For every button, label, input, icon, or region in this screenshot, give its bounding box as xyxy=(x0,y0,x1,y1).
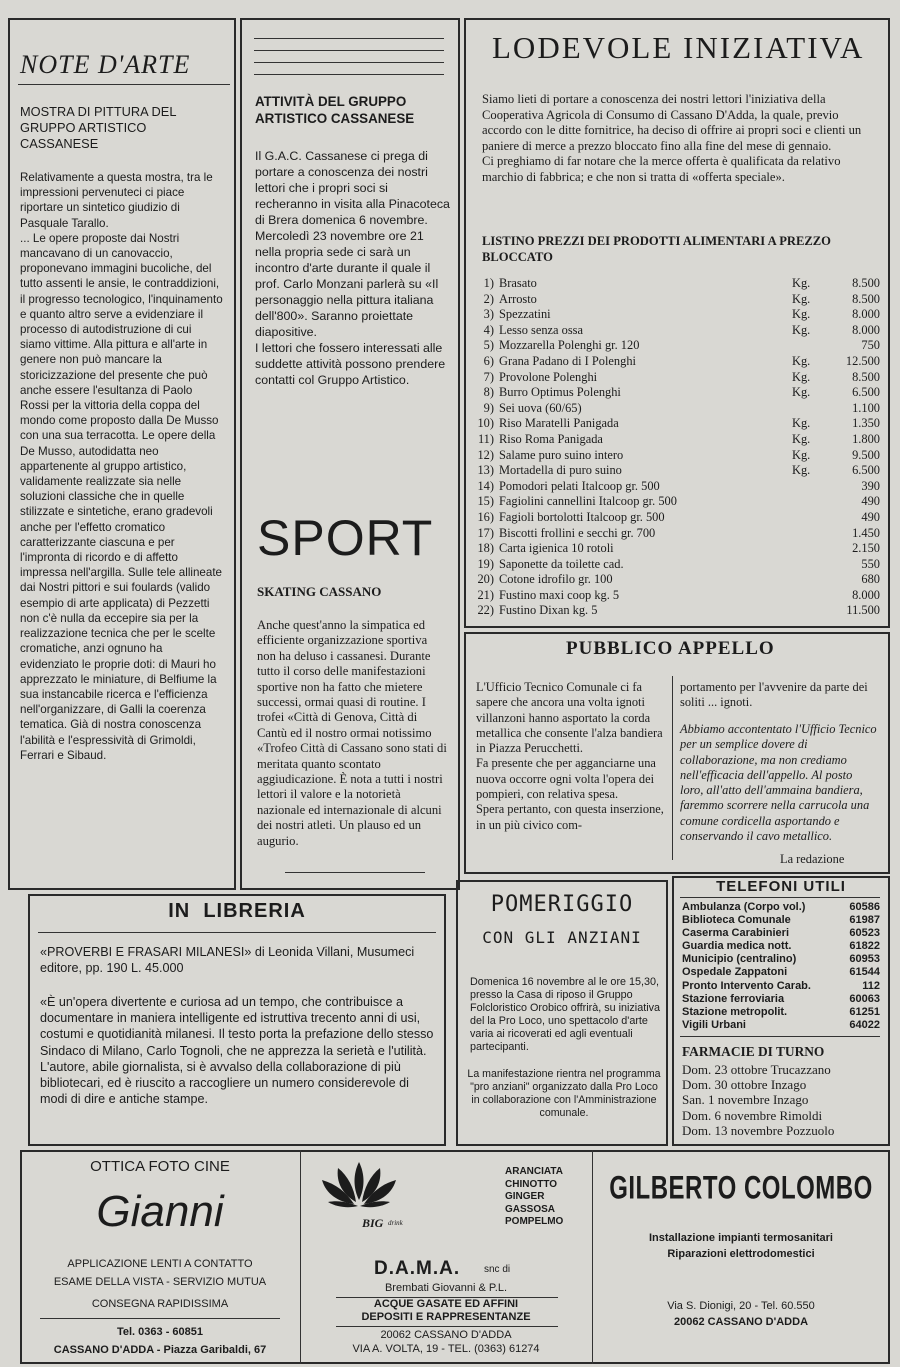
pomeriggio-subtitle: CON GLI ANZIANI xyxy=(482,928,642,947)
listino-item xyxy=(472,541,880,557)
listino-unit xyxy=(792,338,822,354)
listino-product: Mozzarella Polenghi gr. 120 xyxy=(499,338,640,353)
libreria-title: IN LIBRERIA xyxy=(168,900,306,922)
listino-number: 12) xyxy=(477,447,494,462)
big-logo-text: BIG xyxy=(362,1216,384,1230)
listino-item xyxy=(472,448,880,464)
sport-body: Anche quest'anno la simpatica ed efficiente organizzazione sportiva non ha deluso i cassanesi. Durante tutto il corso delle manifestazioni sportive non ha fatto che mietere successi, ormai quasi di routine. I trofei «Città di Genova, Città di Cantù ed il nostro ormai notissimo «Trofeo Città di Cassano sono stati di meritata quanto scontato aggiudicazione. È nota a tutti i nostri lettori il valore e la notorietà nazionale ed internazionale di alcuni dei nostri atleti. Un plauso ed un augurio. xyxy=(257,618,447,848)
telefono-name: Stazione ferroviaria xyxy=(682,992,785,1005)
listino-item xyxy=(472,557,880,573)
telefono-row xyxy=(682,993,880,1006)
listino-price: 8.000 xyxy=(852,587,880,602)
appello-signature: La redazione xyxy=(780,852,845,866)
telefono-name: Caserma Carabinieri xyxy=(682,927,789,940)
listino-number: 19) xyxy=(477,556,494,571)
lodevole-paragraph: Ci preghiamo di far notare che la merce offerta è qualificata da relativo marchio di fabbrica; e che non si tratta di «offerta speciale». xyxy=(482,154,841,184)
listino-item xyxy=(472,526,880,542)
telefono-number: 112 xyxy=(862,979,880,992)
listino-unit: Kg. xyxy=(792,353,811,368)
lodevole-intro xyxy=(482,92,878,186)
listino-price: 8.000 xyxy=(852,322,880,337)
listino-unit: Kg. xyxy=(792,431,811,446)
gianni-tel: Tel. 0363 - 60851 xyxy=(116,1326,204,1338)
telefoni-list xyxy=(682,901,880,1032)
telefoni-rule xyxy=(680,897,880,898)
listino-prezzi xyxy=(472,276,880,619)
telefono-name: Municipio (centralino) xyxy=(682,953,797,966)
listino-number: 18) xyxy=(477,541,494,556)
appello-right-note: Abbiamo accontentato l'Ufficio Tecnico per un semplice dovere di collaborazione, ma non crediamo nell'efficacia dell'appello. Al posto loro, all'atto dell'ammaina bandiera, faremmo scorrere nella carrucola una comune cordicella asportando e conservando il cavo metallico. xyxy=(680,722,877,844)
appello-paragraph: L'Ufficio Tecnico Comunale ci fa sapere che ancora una volta ignoti villanzoni hanno asportato la corda metallica che consente l'alza bandiera in Piazza Perucchetti. xyxy=(476,680,663,756)
listino-number: 14) xyxy=(477,478,494,493)
dama-desc2: DEPOSITI E RAPPRESENTANZE xyxy=(361,1311,531,1323)
listino-product: Carta igienica 10 rotoli xyxy=(499,541,614,556)
sport-subtitle: SKATING CASSANO xyxy=(257,584,382,599)
big-drink-logo-icon xyxy=(314,1158,404,1220)
pomeriggio-title: POMERIGGIO xyxy=(490,892,634,917)
ads-divider-left xyxy=(300,1150,301,1364)
listino-price: 750 xyxy=(861,338,880,353)
dama-drinks-list xyxy=(505,1166,563,1229)
listino-unit xyxy=(792,603,822,619)
listino-price: 490 xyxy=(861,509,880,524)
drink-item: ARANCIATA xyxy=(505,1166,563,1177)
gianni-rule xyxy=(40,1318,280,1319)
telefono-number: 61987 xyxy=(849,914,880,927)
dama-snc: snc di xyxy=(484,1264,511,1275)
listino-price: 2.150 xyxy=(852,541,880,556)
listino-price: 1.800 xyxy=(852,431,880,446)
sport-title: SPORT xyxy=(257,510,434,566)
telefono-name: Stazione metropolit. xyxy=(682,1005,788,1018)
listino-price: 390 xyxy=(861,478,880,493)
listino-number: 16) xyxy=(477,509,494,524)
listino-number: 13) xyxy=(477,463,494,478)
note-arte-rule xyxy=(18,84,230,85)
farmacia-item: Dom. 30 ottobre Inzago xyxy=(682,1077,807,1093)
appello-title: PUBBLICO APPELLO xyxy=(566,638,775,659)
telefono-name: Biblioteca Comunale xyxy=(682,914,791,927)
listino-item xyxy=(472,385,880,401)
note-arte-body xyxy=(20,170,224,763)
listino-unit: Kg. xyxy=(792,416,811,431)
telefono-number: 61544 xyxy=(849,966,880,979)
listino-price: 550 xyxy=(861,556,880,571)
gianni-line2: ESAME DELLA VISTA - SERVIZIO MUTUA xyxy=(53,1276,267,1288)
attivita-body xyxy=(255,148,453,388)
listino-price: 8.000 xyxy=(852,307,880,322)
colombo-line2: Riparazioni elettrodomestici xyxy=(667,1248,815,1260)
listino-price: 1.100 xyxy=(852,400,880,415)
listino-price: 6.500 xyxy=(852,463,880,478)
drink-item: CHINOTTO xyxy=(505,1178,558,1190)
telefono-number: 60953 xyxy=(849,953,880,966)
listino-number: 4) xyxy=(483,322,494,337)
libreria-body: «È un'opera divertente e curiosa ad un tempo, che contribuisce a documentare in maniera intelligente ed istruttiva trecento anni di usi, costumi e quotidianità milanesi. Il testo porta la prefazione dello stesso Sindaco di Milano, Carlo Tognoli, che ne apprezza la serietà e l'utilità. L'autore, abile giornalista, si è avvalso della collaborazione di più bibliotecari, ed è riuscito a raccogliere un numero considerevole di modi di dire e antiche stampe. xyxy=(40,995,434,1107)
dama-address: VIA A. VOLTA, 19 - TEL. (0363) 61274 xyxy=(352,1343,540,1355)
listino-product: Mortadella di puro suino xyxy=(499,463,622,478)
listino-unit xyxy=(792,494,822,510)
lodevole-paragraph: Siamo lieti di portare a conoscenza dei nostri lettori l'iniziativa della Cooperativa Agricola di Consumo di Cassano D'Adda, la quale, previo accordo con le ditte fornitrice, ha deciso di offrire ai propri soci e clienti un paniere di merce a prezzo bloccato fino alla fine del mese di gennaio. xyxy=(482,92,862,153)
telefono-row xyxy=(682,914,880,927)
listino-product: Provolone Polenghi xyxy=(499,369,598,384)
farmacie-list xyxy=(682,1062,882,1138)
libreria-rule xyxy=(38,932,436,933)
dama-name: D.A.M.A. xyxy=(374,1258,461,1279)
listino-unit: Kg. xyxy=(792,322,811,337)
big-logo-small: drink xyxy=(388,1219,403,1227)
listino-unit: Kg. xyxy=(792,369,811,384)
telefono-row xyxy=(682,966,880,979)
telefono-row xyxy=(682,927,880,940)
listino-item xyxy=(472,603,880,619)
colombo-name: GILBERTO COLOMBO xyxy=(609,1170,873,1207)
listino-price: 680 xyxy=(861,572,880,587)
attivita-paragraph: Il G.A.C. Cassanese ci prega di portare a conoscenza dei nostri lettori che i propri soci si recheranno in visita alla Pinacoteca di Brera domenica 6 novembre. xyxy=(255,149,450,227)
listino-title: LISTINO PREZZI DEI PRODOTTI ALIMENTARI A PREZZO BLOCCATO xyxy=(482,234,831,264)
listino-product: Pomodori pelati Italcoop gr. 500 xyxy=(499,478,660,493)
telefono-number: 60063 xyxy=(849,992,880,1005)
libreria-book: «PROVERBI E FRASARI MILANESI» di Leonida Villani, Musumeci editore, pp. 190 L. 45.000 xyxy=(40,945,415,975)
colombo-line1: Installazione impianti termosanitari xyxy=(649,1232,833,1244)
listino-item xyxy=(472,338,880,354)
listino-product: Brasato xyxy=(499,276,537,290)
listino-number: 2) xyxy=(483,291,494,306)
listino-item xyxy=(472,572,880,588)
listino-item xyxy=(472,510,880,526)
telefono-number: 61822 xyxy=(849,940,880,953)
listino-price: 8.500 xyxy=(852,291,880,306)
colombo-city: 20062 CASSANO D'ADDA xyxy=(673,1316,809,1328)
gianni-line1: APPLICAZIONE LENTI A CONTATTO xyxy=(67,1258,253,1270)
telefoni-title: TELEFONI UTILI xyxy=(716,878,846,895)
telefono-number: 60523 xyxy=(849,927,880,940)
telefono-number: 60586 xyxy=(849,901,880,913)
listino-number: 1) xyxy=(483,276,494,290)
listino-product: Fagiolini cannellini Italcoop gr. 500 xyxy=(499,494,677,509)
listino-product: Biscotti frollini e secchi gr. 700 xyxy=(499,525,656,540)
ads-divider-right xyxy=(592,1150,593,1364)
listino-unit: Kg. xyxy=(792,385,811,400)
telefono-row xyxy=(682,953,880,966)
listino-item xyxy=(472,307,880,323)
telefono-number: 61251 xyxy=(849,1005,880,1018)
colombo-address: Via S. Dionigi, 20 - Tel. 60.550 xyxy=(667,1300,815,1312)
listino-number: 8) xyxy=(483,385,494,400)
gianni-top: OTTICA FOTO CINE xyxy=(90,1158,230,1175)
appello-paragraph: Spera pertanto, con questa inserzione, in un più civico com- xyxy=(476,802,664,832)
listino-product: Fustino Dixan kg. 5 xyxy=(499,603,598,618)
listino-product: Arrosto xyxy=(499,291,537,306)
pomeriggio-note: La manifestazione rientra nel programma "pro anziani" organizzato dalla Pro Loco in collaborazione con l'Amministrazione comunale. xyxy=(467,1068,661,1119)
telefono-number: 64022 xyxy=(849,1018,880,1031)
listino-number: 20) xyxy=(477,572,494,587)
listino-price: 11.500 xyxy=(846,603,880,618)
listino-unit xyxy=(792,510,822,526)
listino-unit xyxy=(792,588,822,604)
listino-product: Grana Padano di I Polenghi xyxy=(499,353,636,368)
listino-price: 8.500 xyxy=(852,276,880,290)
note-arte-subtitle: MOSTRA DI PITTURA DEL GRUPPO ARTISTICO CASSANESE xyxy=(20,104,176,151)
listino-product: Saponette da toilette cad. xyxy=(499,556,624,571)
listino-price: 8.500 xyxy=(852,369,880,384)
note-arte-paragraph: ... Le opere proposte dai Nostri mancavano di un canovaccio, proponevano immagini bucoliche, del tutto assenti le ansie, le contraddizioni, il progresso tecnologico, l'inquinamento e quanto altro serve a evidenziare il processo di autodistruzione di cui siamo vittime. Alla pittura e all'arte in genere non può mancare la storicizzazione del presente che può anche essere l'esultanza di Paolo Rossi per la vittoria della coppa del mondo come proposto dalla De Musso con una sua terracotta. Le opere della De Musso, autodidatta neo appartenente al gruppo artistico, validamente realizzate sia nelle soluzioni classiche che in quelle stilizzate e sintetiche, erano gradevoli anche per l'effetto cromatico caratterizzante ciascuna e per l'impronta di ricordo e di affetto impressa nell'argilla. Sulle tele allineate dai Nostri pittori e sui foulards (valido esempio di arte applicata) di Pezzetti non c'è nulla da eccepire sia per la realizzazione tecnica che per le scelte cromatiche, anzi ognuno ha evidenziato le proprie doti: di Mauri ho apprezzato le miniature, di Belfiume la sua instancabile ricerca e l'efficienza nell'organizzare, di Galli la coerenza tematica. Già di nostra conoscenza l'abilità e l'espressività di Grimoldi, Ferrari e Sibaud. xyxy=(20,231,223,762)
listino-item xyxy=(472,354,880,370)
drink-item: GASSOSA xyxy=(505,1203,556,1215)
gianni-line3: CONSEGNA RAPIDISSIMA xyxy=(91,1298,229,1310)
drink-item: GINGER xyxy=(505,1191,545,1202)
farmacia-item: Dom. 23 ottobre Trucazzano xyxy=(682,1062,831,1077)
listino-price: 1.450 xyxy=(852,525,880,540)
listino-product: Cotone idrofilo gr. 100 xyxy=(499,572,613,587)
farmacie-title: FARMACIE DI TURNO xyxy=(682,1044,825,1059)
farmacia-item: Dom. 13 novembre Pozzuolo xyxy=(682,1122,835,1138)
telefono-name: Ambulanza (Corpo vol.) xyxy=(682,901,806,913)
farmacia-item: San. 1 novembre Inzago xyxy=(682,1092,809,1108)
listino-unit: Kg. xyxy=(792,307,811,322)
dama-owners: Brembati Giovanni & P.L. xyxy=(384,1282,508,1294)
listino-item xyxy=(472,292,880,308)
attivita-title: ATTIVITÀ DEL GRUPPO ARTISTICO CASSANESE xyxy=(255,94,415,126)
telefono-name: Vigili Urbani xyxy=(682,1018,746,1031)
pomeriggio-text: Domenica 16 novembre al le ore 15,30, presso la Casa di riposo il Gruppo Folcloristico Orobico offrirà, su iniziativa del la Pro Loco, uno spettacolo d'arte varia ai ricoverati ed agli eventuali partecipanti. xyxy=(470,976,661,1053)
dama-city: 20062 CASSANO D'ADDA xyxy=(380,1329,512,1341)
listino-item xyxy=(472,494,880,510)
telefoni-divider xyxy=(680,1036,880,1037)
listino-item xyxy=(472,588,880,604)
attivita-paragraph: I lettori che fossero interessati alle suddette attività possono prendere contatti col Gruppo Artistico. xyxy=(255,341,446,387)
listino-number: 17) xyxy=(477,525,494,540)
listino-item xyxy=(472,463,880,479)
appello-paragraph: Fa presente che per agganciarne una nuova occorre ogni volta l'opera dei pompieri, con relativa spesa. xyxy=(476,756,656,802)
lodevole-title: LODEVOLE INIZIATIVA xyxy=(492,30,865,65)
listino-item xyxy=(472,276,880,292)
farmacia-item: Dom. 6 novembre Rimoldi xyxy=(682,1107,823,1123)
listino-product: Riso Roma Panigada xyxy=(499,431,603,446)
appello-left xyxy=(476,680,668,833)
telefono-name: Pronto Intervento Carab. xyxy=(682,979,811,992)
listino-item xyxy=(472,479,880,495)
listino-number: 21) xyxy=(477,587,494,602)
telefono-row xyxy=(682,1019,880,1032)
listino-unit xyxy=(792,479,822,495)
listino-number: 3) xyxy=(483,307,494,322)
telefono-row xyxy=(682,980,880,993)
listino-item xyxy=(472,432,880,448)
listino-unit: Kg. xyxy=(792,276,811,290)
listino-price: 12.500 xyxy=(845,353,880,368)
listino-unit xyxy=(792,526,822,542)
listino-item xyxy=(472,401,880,417)
listino-number: 15) xyxy=(477,494,494,509)
sport-end-rule xyxy=(285,872,425,873)
telefono-row xyxy=(682,1006,880,1019)
drink-item: POMPELMO xyxy=(505,1216,564,1227)
listino-unit xyxy=(792,557,822,573)
telefono-row xyxy=(682,901,880,914)
listino-number: 11) xyxy=(477,431,494,446)
appello-right-top: portamento per l'avvenire da parte dei soliti ... ignoti. xyxy=(680,680,868,710)
listino-number: 22) xyxy=(477,603,494,618)
gianni-name: Gianni xyxy=(96,1187,224,1236)
listino-product: Spezzatini xyxy=(499,307,551,322)
listino-number: 6) xyxy=(483,353,494,368)
appello-divider xyxy=(672,676,673,860)
listino-unit xyxy=(792,401,822,417)
telefono-name: Ospedale Zappatoni xyxy=(682,966,788,979)
listino-price: 1.350 xyxy=(852,416,880,431)
listino-product: Lesso senza ossa xyxy=(499,322,583,337)
listino-product: Riso Maratelli Panigada xyxy=(499,416,619,431)
note-arte-paragraph: Relativamente a questa mostra, tra le impressioni pervenuteci ci piace riportare un sintetico giudizio di Pasquale Tarallo. xyxy=(20,171,213,230)
listino-product: Fagioli bortolotti Italcoop gr. 500 xyxy=(499,509,665,524)
listino-product: Sei uova (60/65) xyxy=(499,400,582,415)
listino-item xyxy=(472,416,880,432)
listino-number: 7) xyxy=(483,369,494,384)
listino-unit: Kg. xyxy=(792,447,811,462)
dama-desc1: ACQUE GASATE ED AFFINI xyxy=(373,1298,519,1310)
listino-number: 9) xyxy=(483,400,494,415)
listino-product: Fustino maxi coop kg. 5 xyxy=(499,587,620,602)
listino-unit xyxy=(792,572,822,588)
listino-price: 490 xyxy=(861,494,880,509)
listino-unit: Kg. xyxy=(792,463,811,478)
dama-rule-bottom xyxy=(336,1326,558,1327)
gianni-address: CASSANO D'ADDA - Piazza Garibaldi, 67 xyxy=(53,1344,267,1356)
listino-unit xyxy=(792,541,822,557)
listino-price: 9.500 xyxy=(852,447,880,462)
listino-price: 6.500 xyxy=(852,385,880,400)
listino-number: 10) xyxy=(477,416,494,431)
listino-product: Burro Optimus Polenghi xyxy=(499,385,621,400)
listino-number: 5) xyxy=(483,338,494,353)
note-arte-title: NOTE D'ARTE xyxy=(20,50,191,79)
attivita-paragraph: Mercoledì 23 novembre ore 21 nella propria sede ci sarà un incontro d'arte durante il quale il prof. Carlo Monzani parlerà su «Il personaggio nella pittura italiana dell'800». Saranno proiettate diapositive. xyxy=(255,229,439,339)
telefono-row xyxy=(682,940,880,953)
listino-unit: Kg. xyxy=(792,291,811,306)
listino-item xyxy=(472,323,880,339)
telefono-name: Guardia medica nott. xyxy=(682,940,792,953)
listino-product: Salame puro suino intero xyxy=(499,447,624,462)
listino-item xyxy=(472,370,880,386)
